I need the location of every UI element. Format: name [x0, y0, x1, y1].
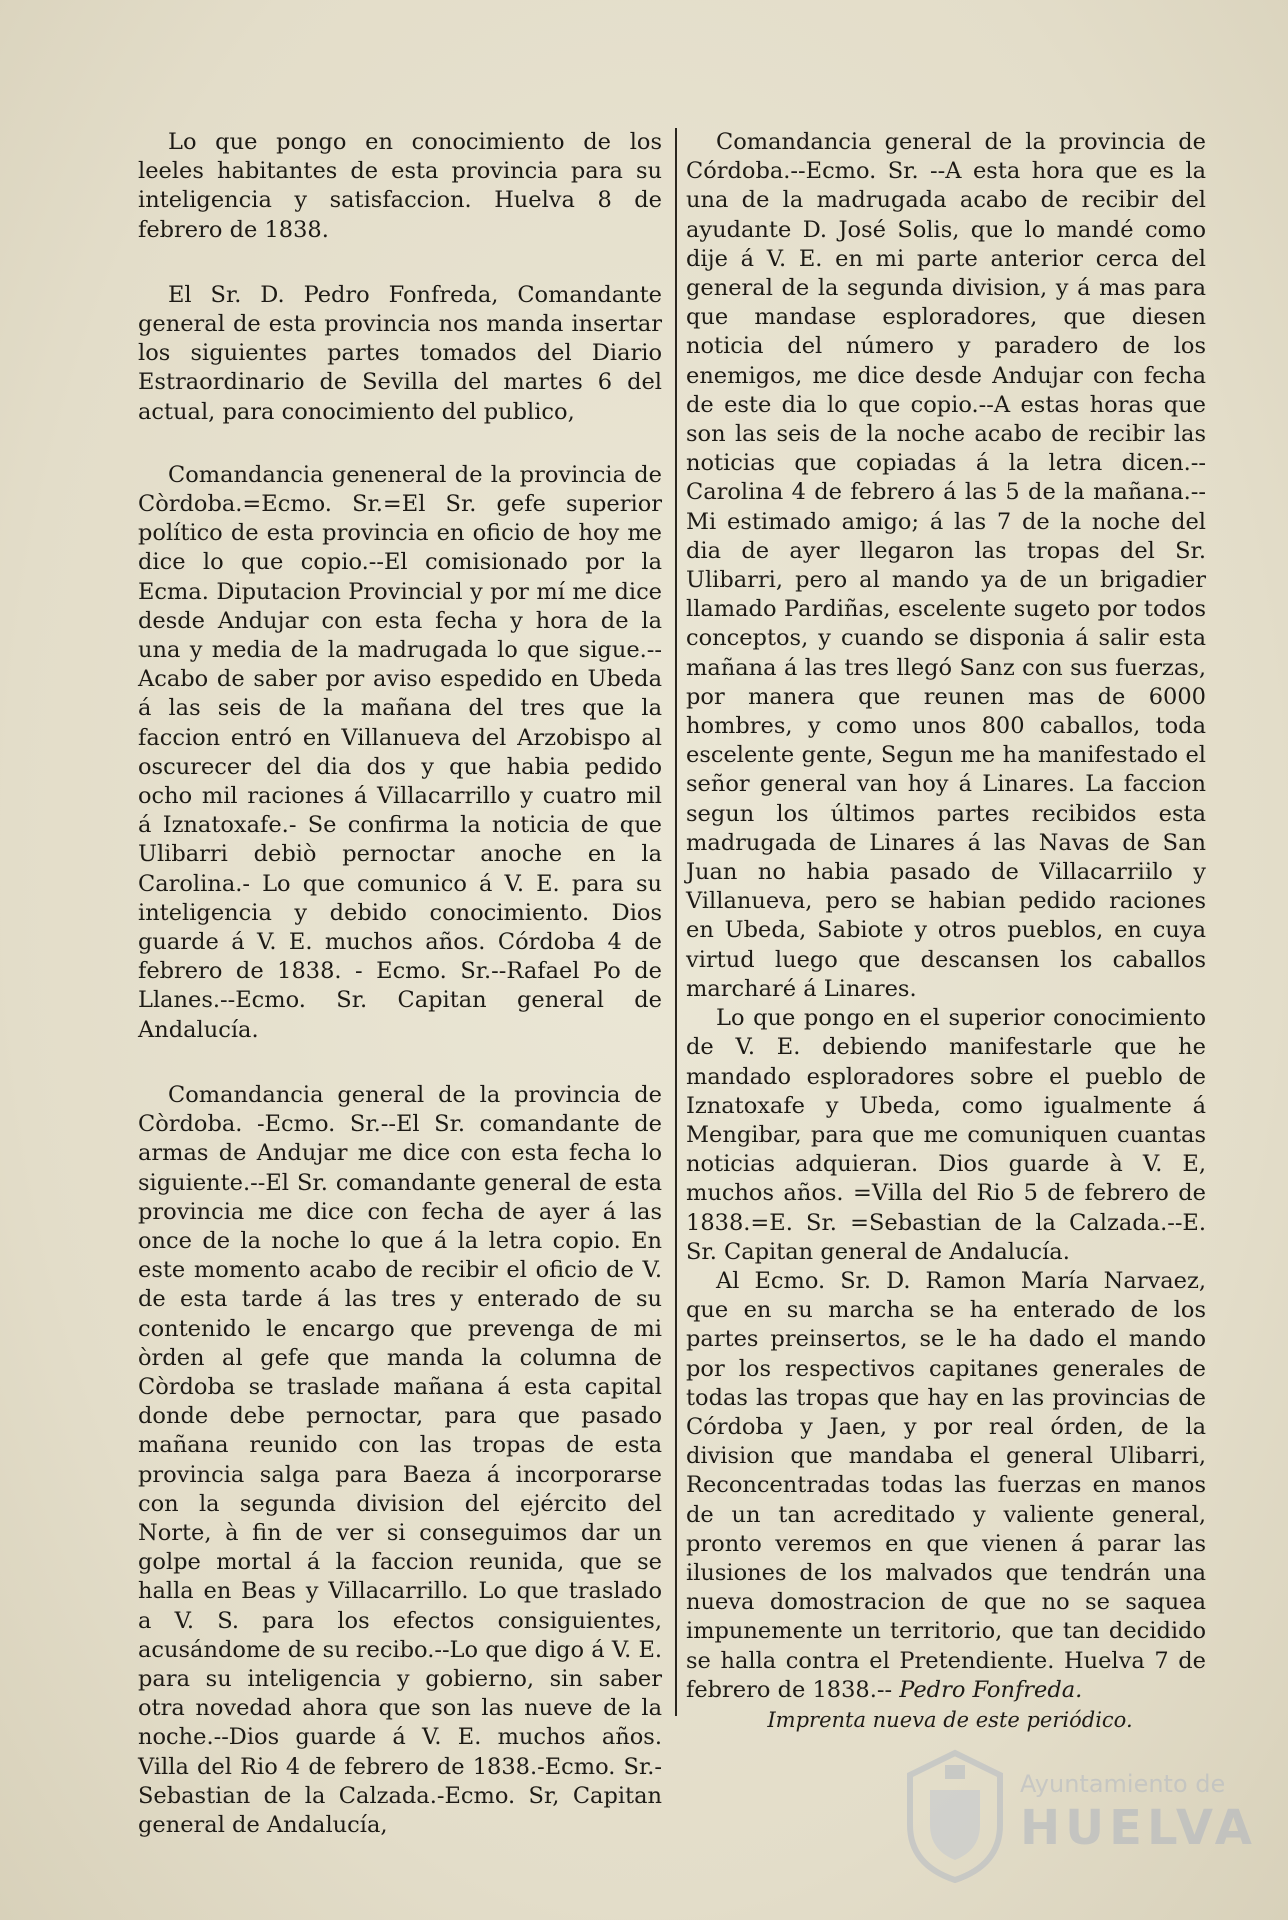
watermark-subtitle: Ayuntamiento de — [1020, 1770, 1226, 1798]
signature: Pedro Fonfreda. — [899, 1676, 1083, 1703]
column-divider — [675, 128, 677, 1716]
left-paragraph-2: El Sr. D. Pedro Fonfreda, Comandante general de esta provincia nos manda insertar los siguientes partes tomados del Diario Estraordinario de Sevilla del martes 6 del actual, para conocimiento del publico, — [138, 281, 662, 425]
imprint-line: Imprenta nueva de este periódico. — [767, 1708, 1133, 1732]
coat-of-arms-icon — [900, 1745, 1010, 1885]
right-paragraph-3 — [686, 1267, 1206, 1705]
left-paragraph-3: Comandancia geneneral de la provincia de Còrdoba.=Ecmo. Sr.=El Sr. gefe superior político de esta provincia en oficio de hoy me dice lo que copio.--El comisionado por la Ecma. Diputacion Provincial y por mí me dice desde Andujar con esta fecha y hora de la una y media de la madrugada lo que sigue.-- Acabo de saber por aviso espedido en Ubeda á las seis de la mañana del tres que la faccion entró en Villanueva del Arzobispo al oscurecer del dia dos y que habia pedido ocho mil raciones á Villacarrillo y cuatro mil á Iznatoxafe.- Se confirma la noticia de que Ulibarri debiò pernoctar anoche en la Carolina.- Lo que comunico á V. E. para su inteligencia y debido conocimiento. Dios guarde á V. E. muchos años. Córdoba 4 de febrero de 1838. - Ecmo. Sr.--Rafael Po de Llanes.--Ecmo. Sr. Capitan general de Andalucía. — [138, 461, 662, 1043]
watermark — [880, 1740, 1257, 1890]
right-paragraph-3-text: Al Ecmo. Sr. D. Ramon María Narvaez, que en su marcha se ha enterado de los partes preinsertos, se le ha dado el mando por los respectivos capitanes generales de todas las tropas que hay en las provincias de Córdoba y Jaen, y por real órden, de la division que mandaba el general Ulibarri, Reconcentradas todas las fuerzas en manos de un tan acreditado y valiente general, pronto veremos en que vienen á parar las ilusiones de los malvados que tendrán una nueva domostracion de que no se saquea impunemente un territorio, que tan decidido se halla contra el Pretendiente. Huelva 7 de febrero de 1838.-- — [686, 1267, 1206, 1703]
left-paragraph-1: Lo que pongo en conocimiento de los leeles habitantes de esta provincia para su inteligencia y satisfaccion. Huelva 8 de febrero de 1838. — [138, 129, 662, 243]
left-column — [138, 128, 662, 1840]
right-paragraph-1: Comandancia general de la provincia de Córdoba.--Ecmo. Sr. --A esta hora que es la una de la madrugada acabo de recibir del ayudante D. José Solis, que lo mandé como dije á V. E. en mi parte anterior cerca del general de la segunda division, y á mas para que mandase esploradores, que diesen noticia del número y paradero de los enemigos, me dice desde Andujar con fecha de este dia lo que copio.--A estas horas que son las seis de la noche acabo de recibir las noticias que copiadas á la letra dicen.--Carolina 4 de febrero á las 5 de la mañana.--Mi estimado amigo; á las 7 de la noche del dia de ayer llegaron las tropas del Sr. Ulibarri, pero al mando ya de un brigadier llamado Pardiñas, escelente sugeto por todos conceptos, y cuando se disponia á salir esta mañana á las tres llegó Sanz con sus fuerzas, por manera que reunen mas de 6000 hombres, y como unos 800 caballos, toda escelente gente, Segun me ha manifestado el señor general van hoy á Linares. La faccion segun los últimos partes recibidos esta madrugada de Linares á las Navas de San Juan no habia pasado de Villacarriilo y Villanueva, pero se habian pedido raciones en Ubeda, Sabiote y otros pueblos, en cuya virtud luego que descansen los caballos marcharé á Linares. — [686, 129, 1206, 1002]
right-paragraph-2: Lo que pongo en el superior conocimiento de V. E. debiendo manifestarle que he mandado esploradores sobre el pueblo de Iznatoxafe y Ubeda, como igualmente á Mengibar, para que me comuniquen cuantas noticias adquieran. Dios guarde à V. E, muchos años. =Villa del Rio 5 de febrero de 1838.=E. Sr. =Sebastian de la Calzada.--E. Sr. Capitan general de Andalucía. — [686, 1005, 1206, 1265]
watermark-title: HUELVA — [1020, 1800, 1257, 1856]
left-paragraph-4: Comandancia general de la provincia de Còrdoba. -Ecmo. Sr.--El Sr. comandante de armas de Andujar me dice con esta fecha lo siguiente.--El Sr. comandante general de esta provincia me dice con fecha de ayer á las once de la noche lo que á la letra copio. En este momento acabo de recibir el oficio de V. de esta tarde á las tres y enterado de su contenido le encargo que prevenga de mi òrden al gefe que manda la columna de Còrdoba se traslade mañana á esta capital donde debe pernoctar, para que pasado mañana reunido con las tropas de esta provincia salga para Baeza á incorporarse con la segunda division del ejército del Norte, à fin de ver si conseguimos dar un golpe mortal á la faccion reunida, que se halla en Beas y Villacarrillo. Lo que traslado a V. S. para los efectos consiguientes, acusándome de su recibo.--Lo que digo á V. E. para su inteligencia y gobierno, sin saber otra novedad ahora que son las nueve de la noche.--Dios guarde á V. E. muchos años. Villa del Rio 4 de febrero de 1838.-Ecmo. Sr.-Sebastian de la Calzada.-Ecmo. Sr, Capitan general de Andalucía, — [138, 1081, 663, 1838]
right-column — [686, 128, 1206, 1705]
